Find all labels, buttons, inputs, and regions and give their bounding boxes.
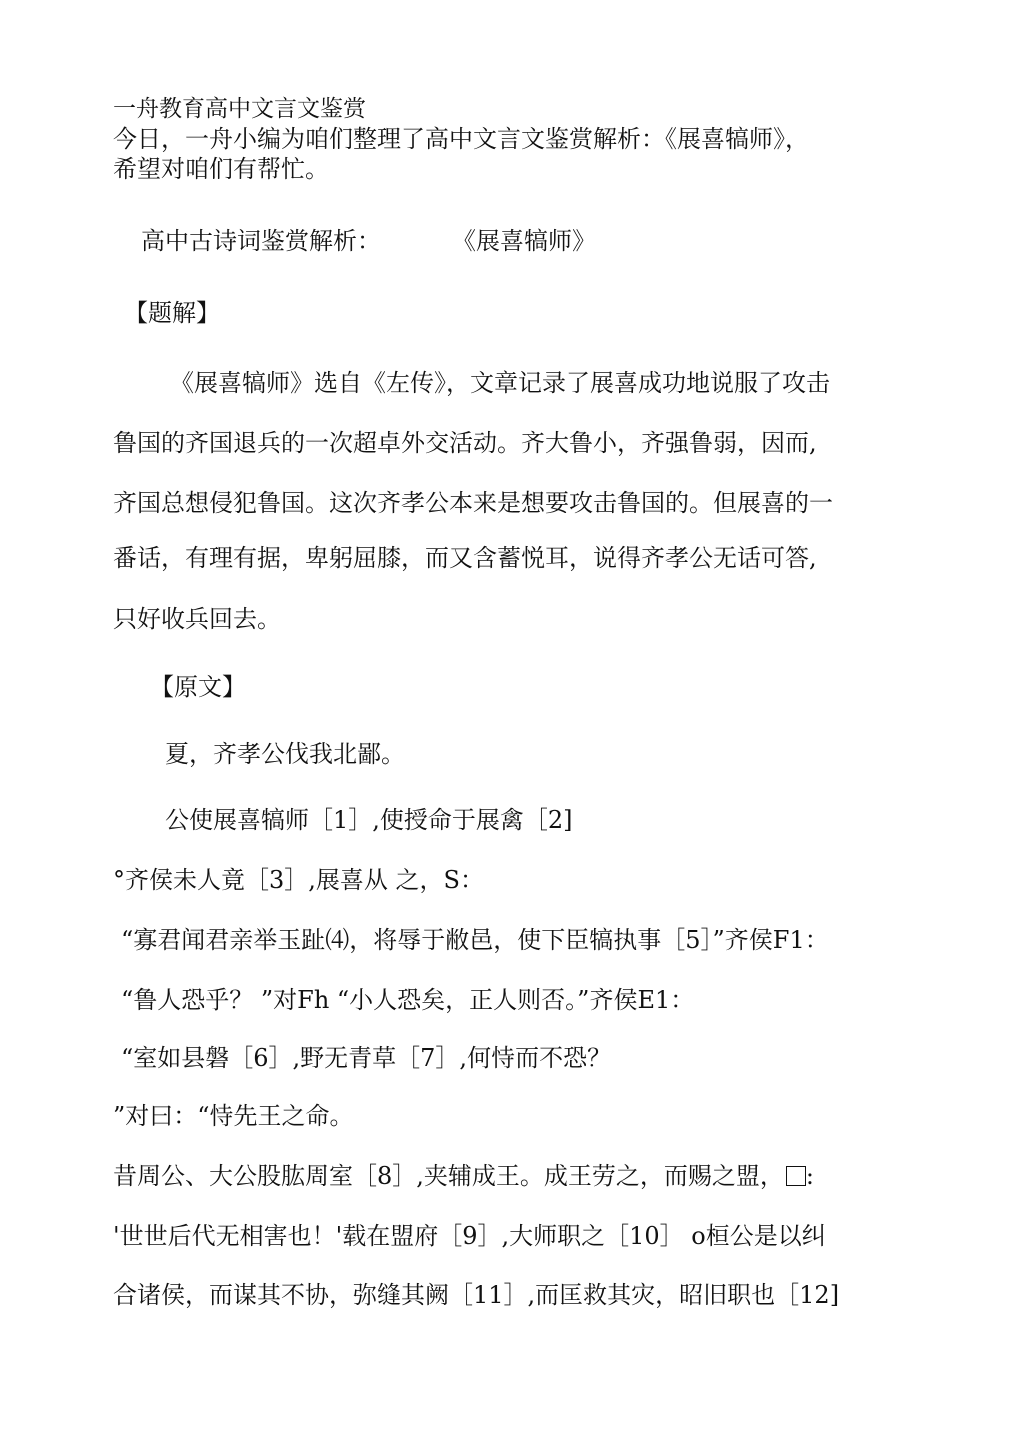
document-title: 一舟教育高中文言文鉴赏 <box>113 96 366 122</box>
intro-line-2: 希望对咱们有帮忙。 <box>113 155 329 183</box>
yuanwen-line-1: 夏，齐孝公伐我北鄙。 <box>165 740 405 768</box>
yuanwen-line-10: 合诸侯，而谋其不协，弥缝其阙［11］,而匡救其灾，昭旧职也［12] <box>113 1281 840 1309</box>
missing-glyph-box <box>786 1166 806 1186</box>
yuanwen-line-3: °齐侯未人竟［3］,展喜从 之，S： <box>113 866 484 894</box>
yuanwen-line-7: ”对曰：“恃先王之命。 <box>113 1102 354 1130</box>
yuanwen-line-6: “室如县磐［6］,野无青草［7］,何恃而不恐？ <box>121 1044 612 1072</box>
yuanwen-line-4: “寡君闻君亲举玉趾⑷，将辱于敝邑，使下臣犒执事［5］”齐侯F1： <box>121 926 829 954</box>
tijie-line-4: 番话，有理有据，卑躬屈膝，而又含蓄悦耳，说得齐孝公无话可答, <box>113 544 817 572</box>
yuanwen-line-9: '世世后代无相害也！'载在盟府［9］,大师职之［10］ o桓公是以纠 <box>113 1222 826 1250</box>
yuanwen-line-8 <box>113 1161 814 1191</box>
tijie-line-1: 《展喜犒师》选自《左传》，文章记录了展喜成功地说服了攻击 <box>170 369 830 397</box>
tijie-line-3: 齐国总想侵犯鲁国。这次齐孝公本来是想要攻击鲁国的。但展喜的一 <box>113 489 833 517</box>
section-heading-tijie: 【题解】 <box>124 299 220 327</box>
yuanwen-line-8-text: 昔周公、大公股肱周室［8］,夹辅成王。成王劳之，而赐之盟， <box>113 1162 784 1190</box>
tijie-line-5: 只好收兵回去。 <box>113 605 281 633</box>
yuanwen-line-8-tail: : <box>805 1162 814 1190</box>
yuanwen-line-5: “鲁人恐乎？ ”对Fh “小人恐矣，正人则否。”齐侯E1： <box>121 986 695 1014</box>
tijie-line-2: 鲁国的齐国退兵的一次超卓外交活动。齐大鲁小，齐强鲁弱，因而, <box>113 429 817 457</box>
subtitle-label: 高中古诗词鉴赏解析： <box>141 227 381 255</box>
subtitle-work: 《展喜犒师》 <box>452 227 596 255</box>
intro-line-1: 今日，一舟小编为咱们整理了高中文言文鉴赏解析：《展喜犒师》， <box>113 125 809 153</box>
yuanwen-line-2: 公使展喜犒师［1］,使授命于展禽［2] <box>165 806 573 834</box>
section-heading-yuanwen: 【原文】 <box>150 673 246 701</box>
